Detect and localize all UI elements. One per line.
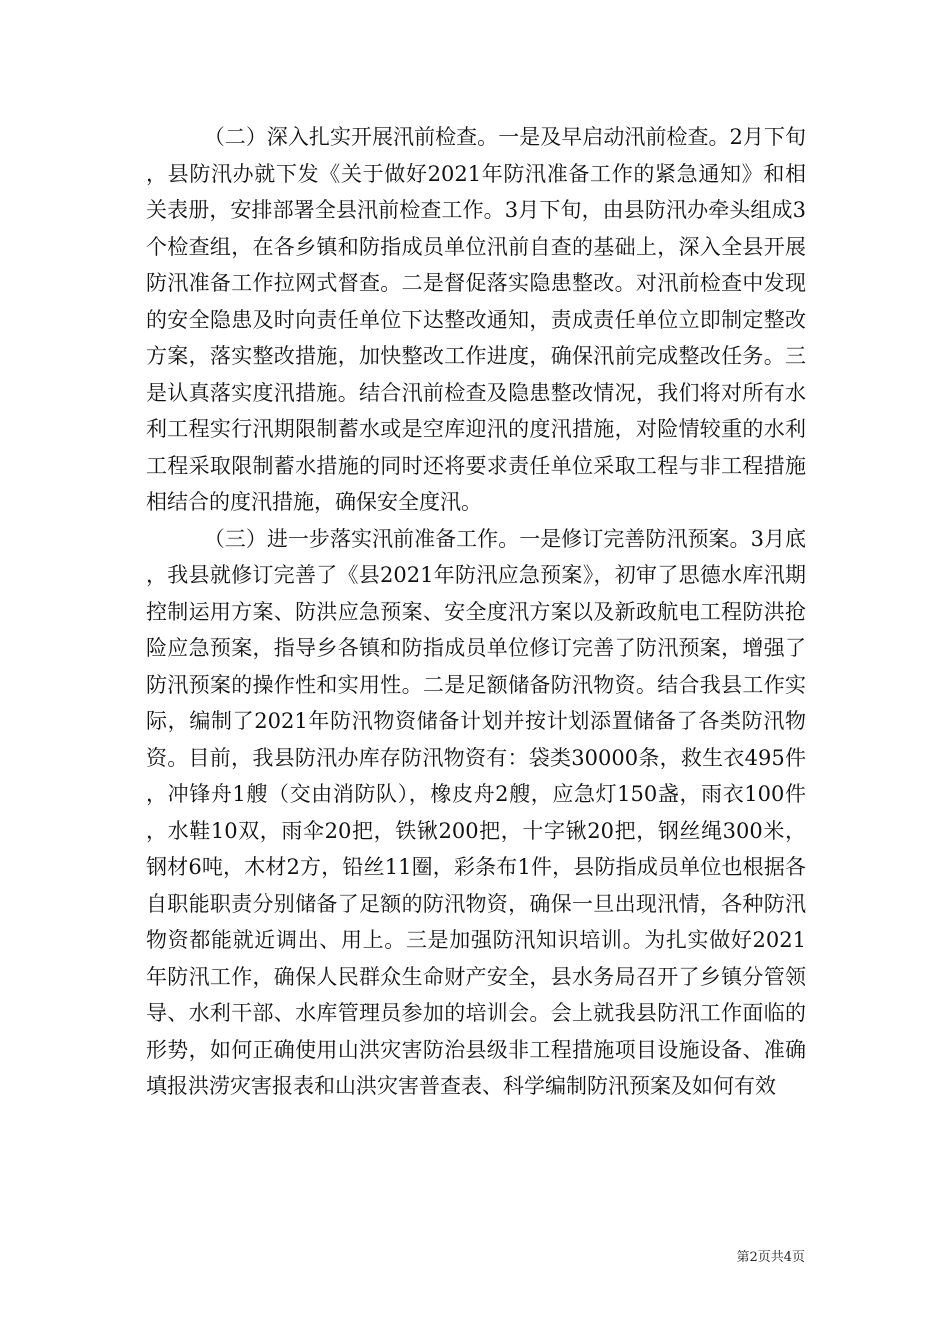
page-number: 第2页共4页	[736, 1250, 805, 1265]
paragraph-pre-flood-preparation: （三）进一步落实汛前准备工作。一是修订完善防汛预案。3月底，我县就修订完善了《县2021年防汛应急预案》，初审了思德水库汛期控制运用方案、防洪应急预案、安全度汛方案以及新政航电工程防洪抢险应急预案，指导乡各镇和防指成员单位修订完善了防汛预案，增强了防汛预案的操作性和实用性。二是足额储备防汛物资。结合我县工作实际，编制了2021年防汛物资储备计划并按计划添置储备了各类防汛物资。目前，我县防汛办库存防汛物资有：袋类30000条，救生衣495件，冲锋舟1艘（交由消防队），橡皮舟2艘，应急灯150盏，雨衣100件，水鞋10双，雨伞20把，铁锹200把，十字锹20把，钢丝绳300米，钢材6吨，木材2方，铅丝11圈，彩条布1件，县防指成员单位也根据各自职能职责分别储备了足额的防汛物资，确保一旦出现汛情，各种防汛物资都能就近调出、用上。三是加强防汛知识培训。为扎实做好2021年防汛工作，确保人民群众生命财产安全，县水务局召开了乡镇分管领导、水利干部、水库管理员参加的培训会。会上就我县防汛工作面临的形势，如何正确使用山洪灾害防治县级非工程措施项目设施设备、准确填报洪涝灾害报表和山洪灾害普查表、科学编制防汛预案及如何有效	[146, 526, 806, 1098]
paragraph-pre-flood-inspection: （二）深入扎实开展汛前检查。一是及早启动汛前检查。2月下旬，县防汛办就下发《关于做好2021年防汛准备工作的紧急通知》和相关表册，安排部署全县汛前检查工作。3月下旬，由县防汛办牵头组成3个检查组，在各乡镇和防指成员单位汛前自查的基础上，深入全县开展防汛准备工作拉网式督查。二是督促落实隐患整改。对汛前检查中发现的安全隐患及时向责任单位下达整改通知，责成责任单位立即制定整改方案，落实整改措施，加快整改工作进度，确保汛前完成整改任务。三是认真落实度汛措施。结合汛前检查及隐患整改情况，我们将对所有水利工程实行汛期限制蓄水或是空库迎汛的度汛措施，对险情较重的水利工程采取限制蓄水措施的同时还将要求责任单位采取工程与非工程措施相结合的度汛措施，确保安全度汛。	[146, 125, 806, 514]
document-body	[146, 119, 806, 1105]
